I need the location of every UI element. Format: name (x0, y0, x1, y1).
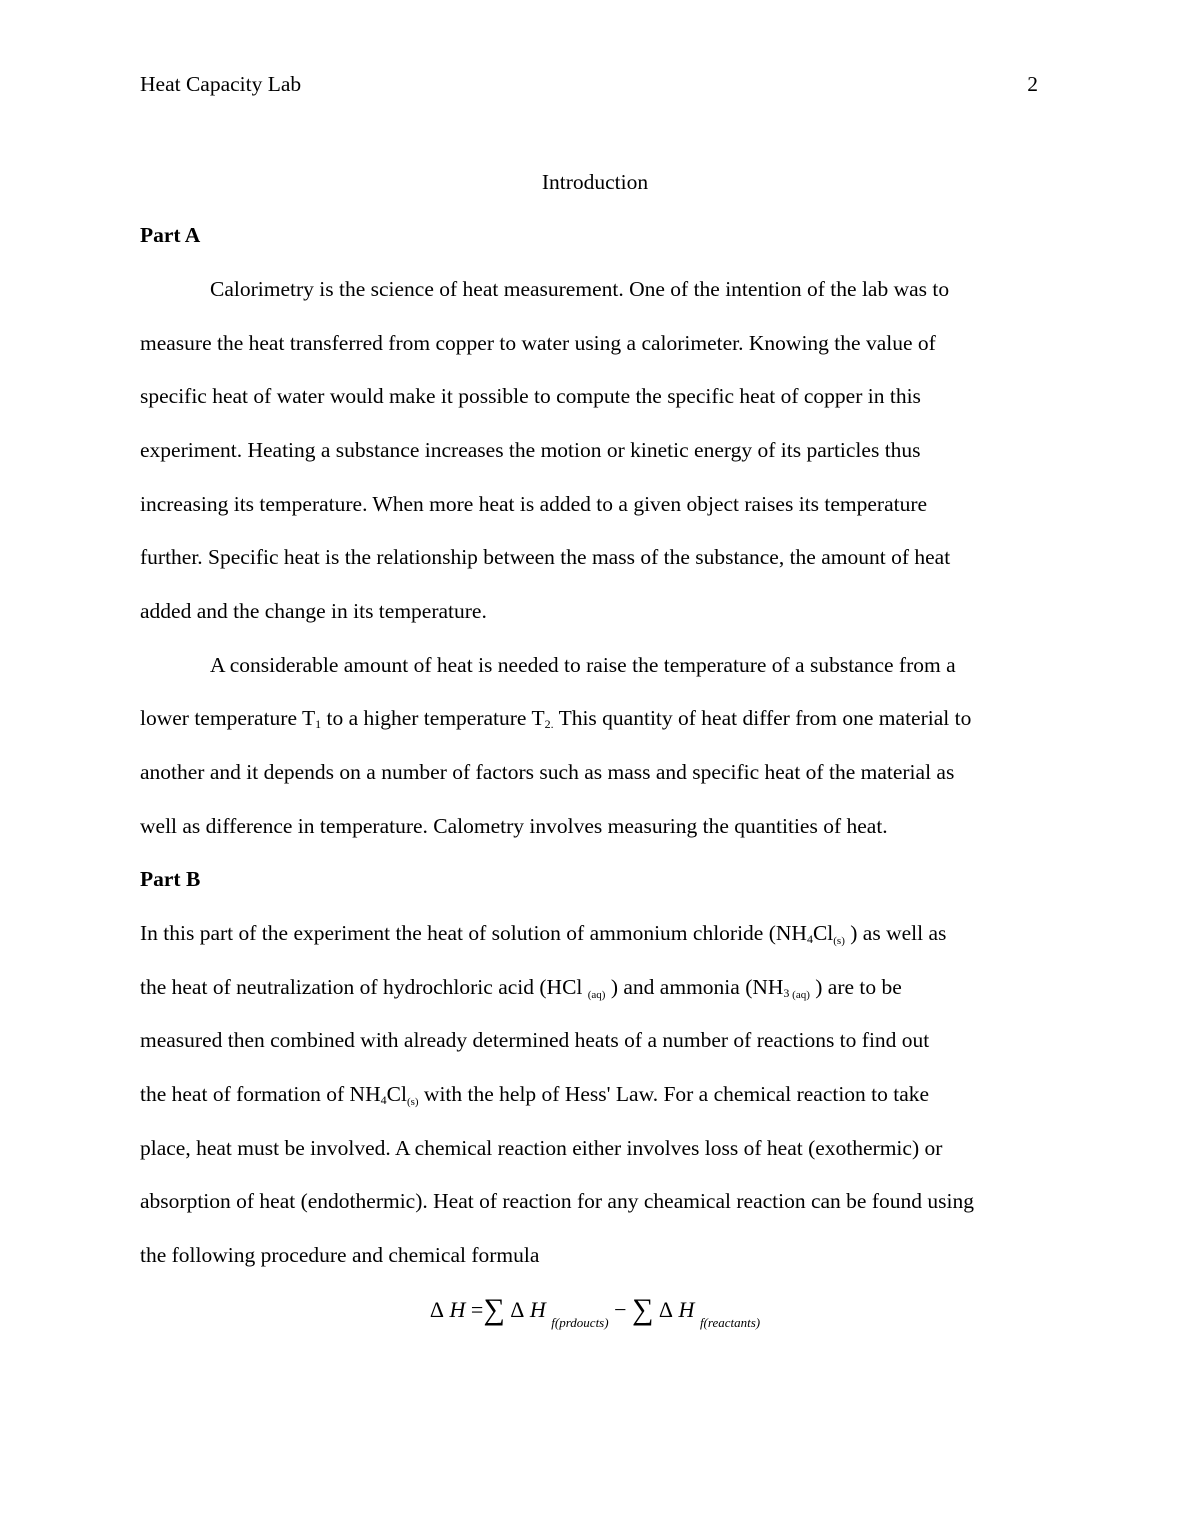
enthalpy-formula (0, 1290, 1190, 1330)
paragraph-line: absorption of heat (endothermic). Heat of reaction for any cheamical reaction can be found using (140, 1189, 974, 1213)
paragraph-line-heat-of-formation (140, 1080, 929, 1108)
text-span: the heat of formation of NH (140, 1082, 381, 1106)
products-subscript: f(prdoucts) (551, 1315, 609, 1330)
text-span: ) as well as (844, 921, 947, 945)
text-span: ) are to be (809, 975, 902, 999)
delta-symbol: Δ (658, 1297, 674, 1322)
part-b-heading: Part B (140, 867, 201, 891)
paragraph-line: further. Specific heat is the relationship between the mass of the substance, the amount of heat (140, 545, 951, 569)
subscript: 4 (380, 1093, 387, 1107)
text-span: the heat of neutralization of hydrochloric acid (HCl (140, 975, 588, 999)
text-span: to a higher temperature T (321, 706, 545, 730)
enthalpy-symbol: H (678, 1297, 695, 1322)
paragraph-line: measure the heat transferred from copper to water using a calorimeter. Knowing the value of (140, 331, 936, 355)
subscript: 1 (315, 717, 322, 731)
subscript: 2. (544, 717, 554, 731)
subscript: (s) (833, 935, 845, 947)
paragraph-line-temperatures (140, 704, 971, 732)
paragraph-line: added and the change in its temperature. (140, 599, 487, 623)
paragraph-line: well as difference in temperature. Calometry involves measuring the quantities of heat. (140, 814, 888, 838)
delta-symbol: Δ (429, 1297, 445, 1322)
section-title: Introduction (541, 170, 649, 194)
text-span: with the help of Hess' Law. For a chemical reaction to take (418, 1082, 930, 1106)
text-span: This quantity of heat differ from one material to (553, 706, 972, 730)
text-span: ) and ammonia (NH (605, 975, 784, 999)
running-head-title: Heat Capacity Lab (140, 72, 302, 96)
reactants-subscript: f(reactants) (699, 1315, 761, 1330)
summation-symbol: ∑ (632, 1293, 654, 1326)
paragraph-line: another and it depends on a number of factors such as mass and specific heat of the material as (140, 760, 955, 784)
text-span: Cl (812, 921, 834, 945)
paragraph-line: experiment. Heating a substance increases the motion or kinetic energy of its particles thus (140, 438, 921, 462)
paragraph-line: specific heat of water would make it possible to compute the specific heat of copper in this (140, 384, 921, 408)
paragraph-line-neutralization (140, 973, 902, 1001)
text-span: In this part of the experiment the heat of solution of ammonium chloride (NH (140, 921, 807, 945)
subscript: (s) (406, 1096, 419, 1108)
paragraph-line: Calorimetry is the science of heat measurement. One of the intention of the lab was to (210, 277, 950, 301)
paragraph-line: A considerable amount of heat is needed to raise the temperature of a substance from a (210, 653, 956, 677)
paragraph-line-ammonium-chloride (140, 919, 946, 947)
equals-sign: = (470, 1297, 484, 1322)
subscript: 4 (806, 932, 813, 946)
text-span: Cl (386, 1082, 407, 1106)
paragraph-line: the following procedure and chemical formula (140, 1243, 540, 1267)
subscript: 3 (783, 986, 790, 1000)
enthalpy-symbol: H (529, 1297, 546, 1322)
subscript: (aq) (587, 989, 606, 1001)
paragraph-line: increasing its temperature. When more heat is added to a given object raises its temperature (140, 492, 928, 516)
paragraph-line: place, heat must be involved. A chemical reaction either involves loss of heat (exothermic) or (140, 1136, 943, 1160)
delta-symbol: Δ (510, 1297, 525, 1322)
enthalpy-symbol: H (449, 1297, 466, 1322)
minus-sign: − (614, 1297, 627, 1322)
paragraph-line: measured then combined with already determined heats of a number of reactions to find out (140, 1028, 930, 1052)
text-span: lower temperature T (140, 706, 316, 730)
summation-symbol: ∑ (483, 1293, 505, 1326)
subscript: (aq) (789, 989, 810, 1001)
page-number: 2 (1027, 72, 1038, 96)
part-a-heading: Part A (140, 223, 201, 247)
